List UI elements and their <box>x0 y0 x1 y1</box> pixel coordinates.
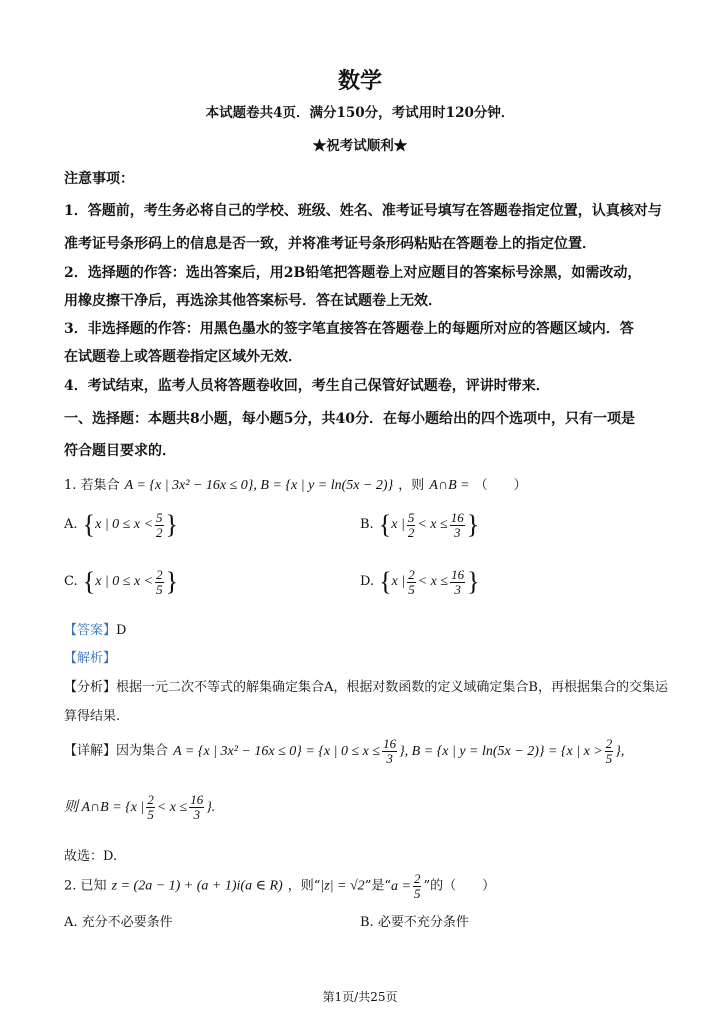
note-line: 准考证号条形码上的信息是否一致，并将准考证号条形码粘贴在答题卷上的指定位置． <box>64 236 596 252</box>
detail-expr: A = {x | 3x² − 16x ≤ 0} = {x | 0 ≤ x ≤ <box>173 743 381 759</box>
q1-option-c: C. {x | 0 ≤ x < $\frac{2}{5}$ } <box>64 566 179 597</box>
frac-num: 16 <box>190 792 204 807</box>
option-label: B. <box>360 517 374 533</box>
analysis-tag: 【解析】 <box>64 651 117 666</box>
frac-den: 3 <box>386 751 393 766</box>
page-title: 数学 <box>337 69 382 94</box>
frac-num: 5 <box>156 509 163 525</box>
q1-paren: （ ） <box>474 478 527 493</box>
frac-num: 16 <box>451 566 465 582</box>
frac-den: 5 <box>413 886 421 901</box>
frac-den: 5 <box>147 807 154 822</box>
frac-num: 2 <box>605 736 613 751</box>
analysis-line: 【分析】根据一元二次不等式的解集确定集合A，根据对数函数的定义域确定集合B，再根据集合的交集运 <box>64 680 668 695</box>
frac-num: 2 <box>156 566 163 582</box>
frac-den: 2 <box>407 524 415 540</box>
notes-heading: 注意事项： <box>64 171 134 187</box>
option-label: D. <box>360 574 375 590</box>
q1-prefix: 1. 若集合 <box>64 478 120 493</box>
frac-num: 2 <box>408 566 415 582</box>
q1-option-a: A. {x | 0 ≤ x < $\frac{5}{2}$ } <box>64 509 179 540</box>
frac-num: 16 <box>450 509 464 525</box>
question-2-stem <box>64 872 495 901</box>
choose-line: 故选：D. <box>64 849 118 864</box>
question-1-stem <box>64 474 527 494</box>
q2-tail: ”的（ ） <box>423 878 496 894</box>
option-text: < x ≤ <box>417 574 449 590</box>
intersection-line <box>64 793 215 822</box>
frac-den: 5 <box>408 581 415 597</box>
frac-den: 3 <box>454 581 461 597</box>
q2-prefix: 2. 已知 <box>64 878 107 894</box>
q2-mid: ，则“ <box>287 878 321 894</box>
analysis-line: 算得结果. <box>64 709 121 724</box>
q2-option-a: A. 充分不必要条件 <box>64 915 173 930</box>
q2-option-b: B. 必要不充分条件 <box>360 915 469 930</box>
q2-expr: z = (2a − 1) + (a + 1)i(a ∈ R) <box>111 878 283 894</box>
frac-den: 5 <box>605 751 613 766</box>
then-end: }. <box>206 799 216 815</box>
then-expr: 则 A∩B = {x | <box>64 799 145 815</box>
answer-value: D <box>116 623 127 638</box>
frac-num: 5 <box>407 509 415 525</box>
frac-den: 5 <box>156 581 163 597</box>
note-line: 3．非选择题的作答：用黑色墨水的签字笔直接答在答题卷上的每题所对应的答题区域内．答 <box>64 321 634 337</box>
option-text: x | 0 ≤ x < <box>95 517 154 533</box>
note-line: 在试题卷上或答题卷指定区域外无效． <box>64 349 302 365</box>
page-footer: 第1页/共25页 <box>322 990 398 1004</box>
section-heading: 一、选择题：本题共8小题，每小题5分，共40分．在每小题给出的四个选项中，只有一项是 <box>64 411 635 427</box>
answer-line <box>64 619 126 638</box>
option-label: A. <box>64 517 78 533</box>
exam-info: 本试题卷共4页．满分150分，考试用时120分钟． <box>205 105 515 121</box>
note-line: 4．考试结束，监考人员将答题卷收回，考生自己保管好试题卷，评讲时带来． <box>64 378 550 394</box>
frac-den: 2 <box>156 524 163 540</box>
q1-option-d: D. {x | $\frac{2}{5}$ < x ≤ $\frac{16}{3}$ } <box>360 566 480 597</box>
section-heading: 符合题目要求的． <box>64 443 176 459</box>
frac-num: 2 <box>147 792 154 807</box>
option-label: C. <box>64 574 78 590</box>
detail-tag: 【详解】因为集合 <box>64 743 169 759</box>
q1-sets: A = {x | 3x² − 16x ≤ 0}, B = {x | y = ln(5x − 2)} <box>124 478 394 493</box>
frac-num: 2 <box>413 871 421 886</box>
answer-tag: 【答案】 <box>64 623 117 638</box>
note-line: 用橡皮擦干净后，再选涂其他答案标号．答在试题卷上无效． <box>64 293 442 309</box>
frac-num: 16 <box>383 736 397 751</box>
wish-line: ★祝考试顺利★ <box>312 138 408 154</box>
q1-option-b: B. {x | $\frac{5}{2}$ < x ≤ $\frac{16}{3}$ } <box>360 509 480 540</box>
q1-suffix: ，则 <box>398 478 425 493</box>
note-line: 1．答题前，考生务必将自己的学校、班级、姓名、准考证号填写在答题卷指定位置，认真核对与 <box>64 203 662 219</box>
q1-ask: A∩B = <box>429 478 470 493</box>
option-text: < x ≤ <box>417 517 448 533</box>
q2-cond2: a = <box>390 878 411 894</box>
then-expr: < x ≤ <box>156 799 188 815</box>
q2-cond: |z| = √2 <box>320 878 365 894</box>
detail-line <box>64 737 624 766</box>
detail-expr: }, B = {x | y = ln(5x − 2)} = {x | x > <box>399 743 603 759</box>
option-text: x | 0 ≤ x < <box>95 574 154 590</box>
note-line: 2．选择题的作答：选出答案后，用2B铅笔把答题卷上对应题目的答案标号涂黑，如需改动， <box>64 265 642 281</box>
q2-is: ”是“ <box>364 878 391 894</box>
frac-den: 3 <box>453 524 461 540</box>
frac-den: 3 <box>193 807 200 822</box>
detail-end: }, <box>615 743 625 759</box>
